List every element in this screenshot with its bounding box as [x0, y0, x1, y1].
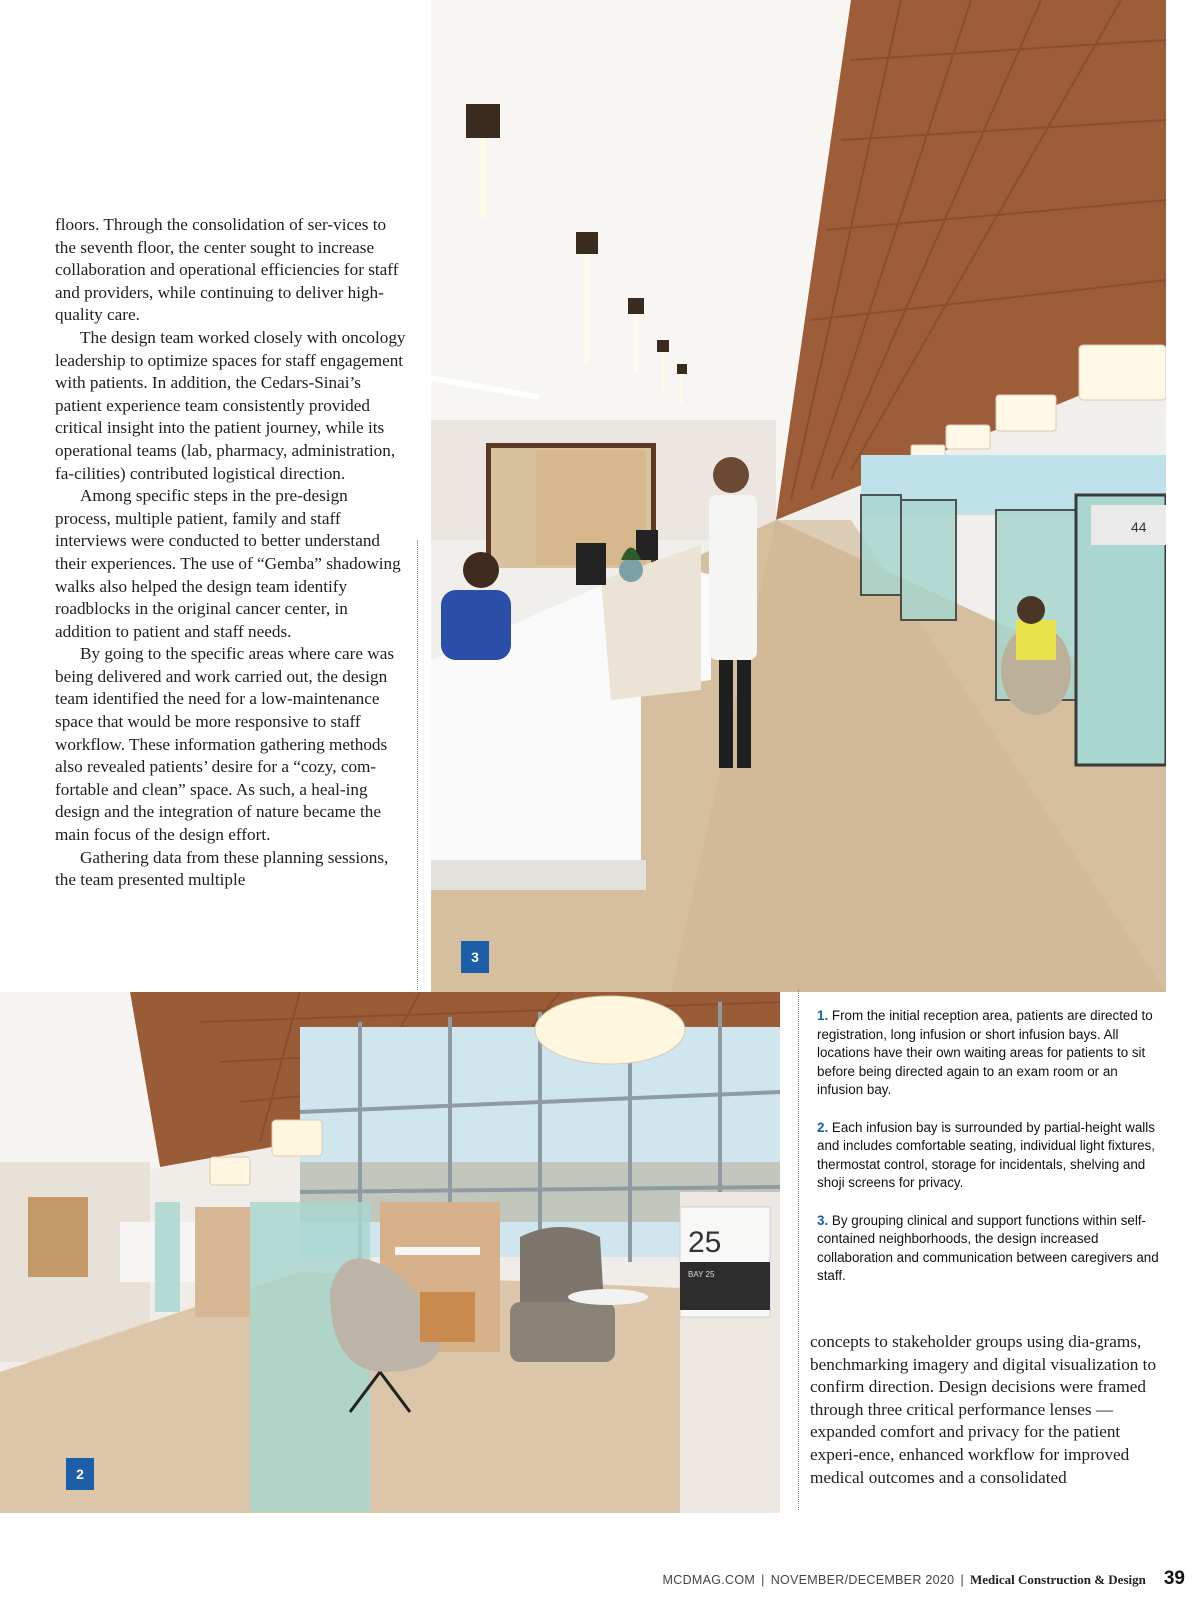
footer-separator: |	[761, 1573, 765, 1587]
footer-separator: |	[960, 1573, 964, 1587]
caption-3	[817, 1212, 1167, 1286]
footer-magazine-name: Medical Construction & Design	[970, 1572, 1146, 1587]
photo-number-badge: 2	[66, 1458, 94, 1490]
page-footer	[663, 1568, 1185, 1590]
article-paragraph: Gathering data from these planning sessions, the team presented multiple	[55, 847, 389, 890]
caption-number: 2.	[817, 1119, 829, 1135]
caption-text: Each infusion bay is surrounded by partial-height walls and includes comfortable seating, individual light fixtures, thermostat control, storage for incidentals, shelving and shoji screens for privacy.	[817, 1119, 1155, 1191]
footer-issue-date: NOVEMBER/DECEMBER 2020	[770, 1573, 955, 1587]
caption-1	[817, 1007, 1167, 1100]
caption-number: 1.	[817, 1008, 829, 1023]
article-paragraph: By going to the specific areas where care was being delivered and work carried out, the design team identified the need for a low-maintenance space that would be more responsive to staff workflow. These information gathering methods also revealed patients’ desire for a “cozy, com-fortable and clean” space. As such, a heal-ing design and the integration of nature became the main focus of the design effort.	[55, 644, 395, 845]
bay-number: 25	[688, 1226, 722, 1259]
column-divider	[798, 990, 799, 1510]
bay-sign-44: 44	[1131, 519, 1147, 535]
article-paragraph: concepts to stakeholder groups using dia-grams, benchmarking imagery and digital visualization to confirm direction. Design decisions were framed through three critical performance lenses — expanded comfort and privacy for the patient experi-ence, enhanced workflow for improved medical outcomes and a consolidated	[810, 1332, 1157, 1487]
photo-infusion-bay	[0, 992, 780, 1513]
page-number: 39	[1163, 1568, 1185, 1589]
photo-reception-corridor	[431, 0, 1166, 992]
bay-label: BAY 25	[688, 1270, 715, 1279]
article-paragraph: The design team worked closely with oncology leadership to optimize spaces for staff engagement with patients. In addition, the Cedars-Sinai’s patient experience team consistently provided critical insight into the patient journey, while its operational teams (lab, pharmacy, administration, fa-cilities) contributed logistical direction.	[55, 327, 406, 483]
photo-number-badge: 3	[461, 941, 489, 973]
caption-number: 3.	[817, 1212, 829, 1228]
column-divider	[417, 540, 418, 990]
article-paragraph: Among specific steps in the pre-design process, multiple patient, family and staff interviews were conducted to better understand their experiences. The use of “Gemba” shadowing walks also helped the design team identify roadblocks in the original cancer center, in addition to patient and staff needs.	[55, 486, 401, 641]
photo-captions	[817, 1007, 1167, 1305]
caption-text: By grouping clinical and support functions within self-contained neighborhoods, the design increased collaboration and communication between caregivers and staff.	[817, 1212, 1159, 1284]
caption-2	[817, 1119, 1167, 1193]
article-column-right	[810, 1331, 1160, 1489]
caption-text: From the initial reception area, patients are directed to registration, long infusion or short infusion bays. All locations have their own waiting areas for patients to sit before being directed again to an exam room or an infusion bay.	[817, 1008, 1153, 1098]
article-column-left	[55, 214, 407, 892]
article-paragraph: floors. Through the consolidation of ser-vices to the seventh floor, the center sought to increase collaboration and operational efficiencies for staff and providers, while continuing to deliver high-quality care.	[55, 215, 399, 325]
footer-site-link[interactable]: MCDMAG.COM	[662, 1573, 756, 1587]
